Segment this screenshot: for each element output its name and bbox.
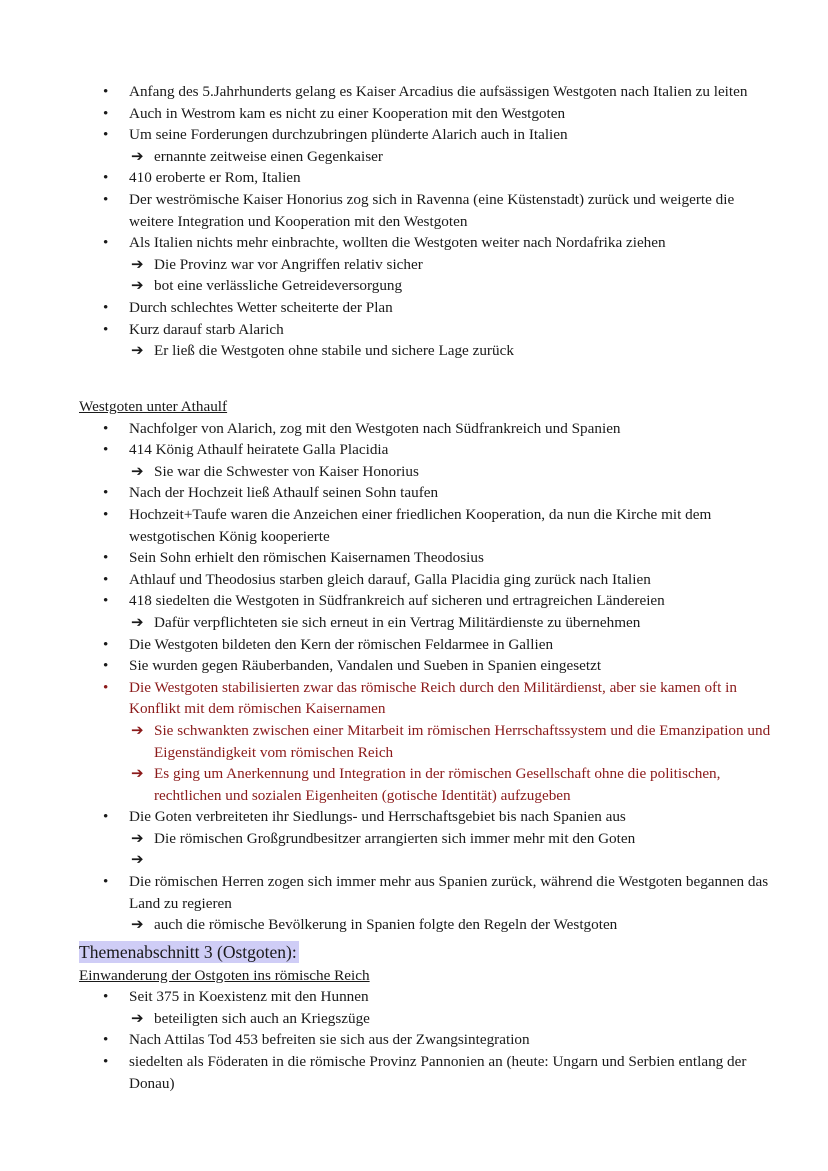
section-heading: Einwanderung der Ostgoten ins römische Reich <box>79 966 370 984</box>
list-item: • Der weströmische Kaiser Honorius zog sich in Ravenna (eine Küstenstadt) zurück und weigerte die weitere Integration und Kooperation mit den Westgoten <box>103 190 735 230</box>
list-item: • 418 siedelten die Westgoten in Südfrankreich auf sicheren und ertragreichen Ländereien <box>79 590 779 612</box>
sub-item: ➔ Dafür verpflichteten sie sich erneut in ein Vertrag Militärdienste zu übernehmen <box>79 612 779 634</box>
arrow-icon: ➔ <box>131 1009 144 1027</box>
bullet-icon: • <box>103 657 109 675</box>
bullet-icon: • <box>103 570 109 588</box>
bullet-icon: • <box>103 169 109 187</box>
sub-item: ➔ Sie war die Schwester von Kaiser Honorius <box>79 461 779 483</box>
arrow-icon: ➔ <box>131 277 144 295</box>
arrow-icon: ➔ <box>131 255 144 273</box>
theme-heading: Themenabschnitt 3 (Ostgoten): <box>79 942 297 962</box>
sub-item: ➔ auch die römische Bevölkerung in Spanien folgte den Regeln der Westgoten <box>79 914 779 936</box>
bullet-icon: • <box>103 988 109 1006</box>
bullet-icon: • <box>103 484 109 502</box>
arrow-icon: ➔ <box>131 147 144 165</box>
arrow-icon: ➔ <box>131 721 144 739</box>
arrow-icon: ➔ <box>131 462 144 480</box>
bullet-icon: • <box>103 592 109 610</box>
list-item: • Athlauf und Theodosius starben gleich darauf, Galla Placidia ging zurück nach Italien <box>79 569 779 591</box>
arrow-icon: ➔ <box>131 851 144 869</box>
list-item: • Sie wurden gegen Räuberbanden, Vandalen und Sueben in Spanien eingesetzt <box>79 655 779 677</box>
bullet-icon: • <box>103 873 109 891</box>
list-item: • Die Goten verbreiteten ihr Siedlungs- und Herrschaftsgebiet bis nach Spanien aus <box>79 806 779 828</box>
bullet-icon: • <box>103 419 109 437</box>
list-item: • Um seine Forderungen durchzubringen plünderte Alarich auch in Italien <box>79 124 779 146</box>
list-item: • siedelten als Föderaten in die römische Provinz Pannonien an (heute: Ungarn und Serbien entlang der Donau) <box>103 1052 747 1092</box>
sub-item: ➔ Die Provinz war vor Angriffen relativ sicher <box>79 254 779 276</box>
list-item: • Anfang des 5.Jahrhunderts gelang es Kaiser Arcadius die aufsässigen Westgoten nach Italien zu leiten <box>79 81 779 103</box>
sub-item: ➔ Die römischen Großgrundbesitzer arrangierten sich immer mehr mit den Goten <box>79 828 779 850</box>
bullet-icon: • <box>103 549 109 567</box>
arrow-icon: ➔ <box>131 342 144 360</box>
arrow-icon: ➔ <box>131 916 144 934</box>
sub-item: ➔ ernannte zeitweise einen Gegenkaiser <box>79 146 779 168</box>
bullet-list <box>79 986 779 1094</box>
list-item: • Die römischen Herren zogen sich immer mehr aus Spanien zurück, während die Westgoten begannen das Land zu regieren <box>103 873 769 912</box>
list-item: • Nach Attilas Tod 453 befreiten sie sich aus der Zwangsintegration <box>79 1029 779 1051</box>
bullet-icon: • <box>103 126 109 144</box>
arrow-icon: ➔ <box>131 765 144 783</box>
sub-item: ➔ beteiligten sich auch an Kriegszüge <box>79 1008 779 1030</box>
bullet-icon: • <box>103 505 109 523</box>
list-item: • Als Italien nichts mehr einbrachte, wollten die Westgoten weiter nach Nordafrika ziehen <box>79 232 779 254</box>
list-item: • Hochzeit+Taufe waren die Anzeichen einer friedlichen Kooperation, da nun die Kirche mit dem westgotischen König kooperierte <box>103 505 712 545</box>
bullet-icon: • <box>103 1031 109 1049</box>
bullet-icon: • <box>103 234 109 252</box>
sub-item-empty <box>79 849 779 871</box>
list-item: • 410 eroberte er Rom, Italien <box>79 167 779 189</box>
arrow-icon: ➔ <box>131 613 144 631</box>
list-item: • Sein Sohn erhielt den römischen Kaisernamen Theodosius <box>79 547 779 569</box>
bullet-icon: • <box>103 1052 109 1070</box>
list-item: • Nach der Hochzeit ließ Athaulf seinen Sohn taufen <box>79 482 779 504</box>
section-alarich-italy <box>79 81 779 362</box>
list-item: • Die Westgoten bildeten den Kern der römischen Feldarmee in Gallien <box>79 634 779 656</box>
section-ostgoten <box>79 941 779 1094</box>
sub-item: ➔ bot eine verlässliche Getreideversorgung <box>79 275 779 297</box>
bullet-icon: • <box>103 298 109 316</box>
bullet-icon: • <box>103 320 109 338</box>
bullet-icon: • <box>103 83 109 100</box>
bullet-list <box>79 418 779 936</box>
bullet-icon: • <box>103 635 109 653</box>
sub-item: ➔ Er ließ die Westgoten ohne stabile und sichere Lage zurück <box>79 340 779 362</box>
list-item: • Nachfolger von Alarich, zog mit den Westgoten nach Südfrankreich und Spanien <box>79 418 779 440</box>
list-item: • Durch schlechtes Wetter scheiterte der Plan <box>79 297 779 319</box>
list-item: • Auch in Westrom kam es nicht zu einer Kooperation mit den Westgoten <box>79 103 779 125</box>
bullet-list <box>79 81 779 362</box>
list-item: • Kurz darauf starb Alarich <box>79 319 779 341</box>
sub-item-highlighted: ➔ Es ging um Anerkennung und Integration in der römischen Gesellschaft ohne die politischen, rechtlichen und sozialen Eigenheiten (gotische Identität) aufzugeben <box>131 765 721 804</box>
sub-item-highlighted: ➔ Sie schwankten zwischen einer Mitarbeit im römischen Herrschaftssystem und die Emanzipation und Eigenständigkeit vom römischen Reich <box>131 721 771 761</box>
arrow-icon: ➔ <box>131 829 144 847</box>
bullet-icon: • <box>103 190 109 208</box>
bullet-icon: • <box>103 104 109 122</box>
list-item-highlighted: • Die Westgoten stabilisierten zwar das römische Reich durch den Militärdienst, aber sie kamen oft in Konflikt mit dem römischen Kaisernamen <box>103 678 737 718</box>
section-athaulf <box>79 396 779 936</box>
section-heading: Westgoten unter Athaulf <box>79 398 228 415</box>
bullet-icon: • <box>103 678 109 696</box>
list-item: • 414 König Athaulf heiratete Galla Placidia <box>79 439 779 461</box>
list-item: • Seit 375 in Koexistenz mit den Hunnen <box>79 986 779 1008</box>
bullet-icon: • <box>103 808 109 826</box>
bullet-icon: • <box>103 441 109 459</box>
